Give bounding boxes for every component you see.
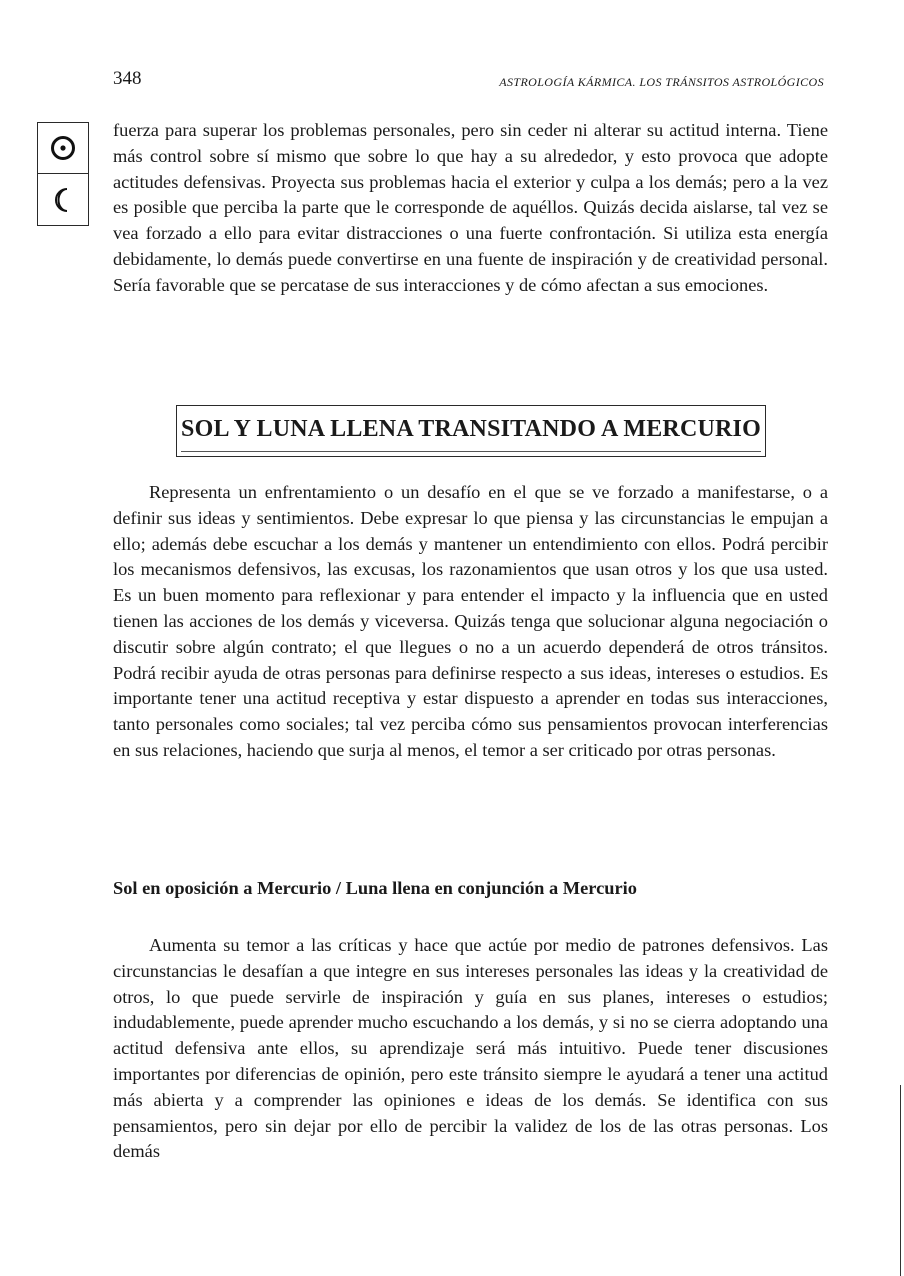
crescent-moon-icon <box>48 185 78 215</box>
section-title: SOL Y LUNA LLENA TRANSITANDO A MERCURIO <box>181 415 761 442</box>
symbol-cell-sun <box>38 123 88 174</box>
running-header: ASTROLOGÍA KÁRMICA. LOS TRÁNSITOS ASTROLÓGICOS <box>499 75 824 89</box>
subheading: Sol en oposición a Mercurio / Luna llena en conjunción a Mercurio <box>113 878 637 898</box>
symbol-cell-moon <box>38 174 88 225</box>
body-paragraph-2: Representa un enfrentamiento o un desafío en el que se ve forzado a manifestarse, o a definir sus ideas y sentimientos. Debe expresar lo que piensa y las circunstancias le empujan a ello; además debe escuchar a los demás y mantener un entendimiento con ellos. Podrá percibir los mecanismos defensivos, las excusas, los razonamientos que usan otros y los que usa usted. Es un buen momento para reflexionar y para entender el impacto y la influencia que en usted tienen las acciones de los demás y viceversa. Quizás tenga que solucionar alguna negociación o discutir sobre algún contrato; el que llegues o no a un acuerdo dependerá de otros tránsitos. Podrá recibir ayuda de otras personas para definirse respecto a sus ideas, intereses o estudios. Es importante tener una actitud receptiva y estar dispuesto a aprender en todas sus interacciones, tanto personales como sociales; tal vez perciba cómo sus pensamientos provocan interferencias en sus relaciones, haciendo que surja al menos, el temor a ser criticado por otras personas. <box>113 482 828 760</box>
section-title-box <box>176 405 766 457</box>
page-number: 348 <box>113 68 142 89</box>
margin-symbol-box <box>37 122 89 226</box>
body-paragraph-1: fuerza para superar los problemas personales, pero sin ceder ni alterar su actitud interna. Tiene más control sobre sí mismo que sobre lo que hay a su alrededor, y esto provoca que adopte actitudes defensivas. Proyecta sus problemas hacia el exterior y culpa a los demás; pero a la vez es posible que perciba la parte que le corresponde de aquéllos. Quizás decida aislarse, tal vez se vea forzado a ello para evitar distracciones o una fuerte confrontación. Si utiliza esta energía debidamente, lo demás puede convertirse en una fuente de inspiración y de creatividad personal. Sería favorable que se percatase de sus interacciones y de cómo afectan a sus emociones. <box>113 120 828 295</box>
body-paragraph-3: Aumenta su temor a las críticas y hace que actúe por medio de patrones defensivos. Las circunstancias le desafían a que integre en sus intereses personales las ideas y la creatividad de otros, lo que puede servirle de inspiración y guía en sus planes, intereses o estudios; indudablemente, puede aprender mucho escuchando a los demás, y si no se cierra adoptando una actitud defensiva ante ellos, su aprendizaje será más intuitivo. Puede tener discusiones importantes por diferencias de opinión, pero este tránsito siempre le ayudará a tener una actitud más abierta y a comprender las opiniones e ideas de los demás. Se identifica con sus pensamientos, pero sin dejar por ello de percibir la validez de los de las otras personas. Los demás <box>113 935 828 1162</box>
page-edge-line <box>900 1085 901 1276</box>
sun-symbol-icon <box>48 133 78 163</box>
